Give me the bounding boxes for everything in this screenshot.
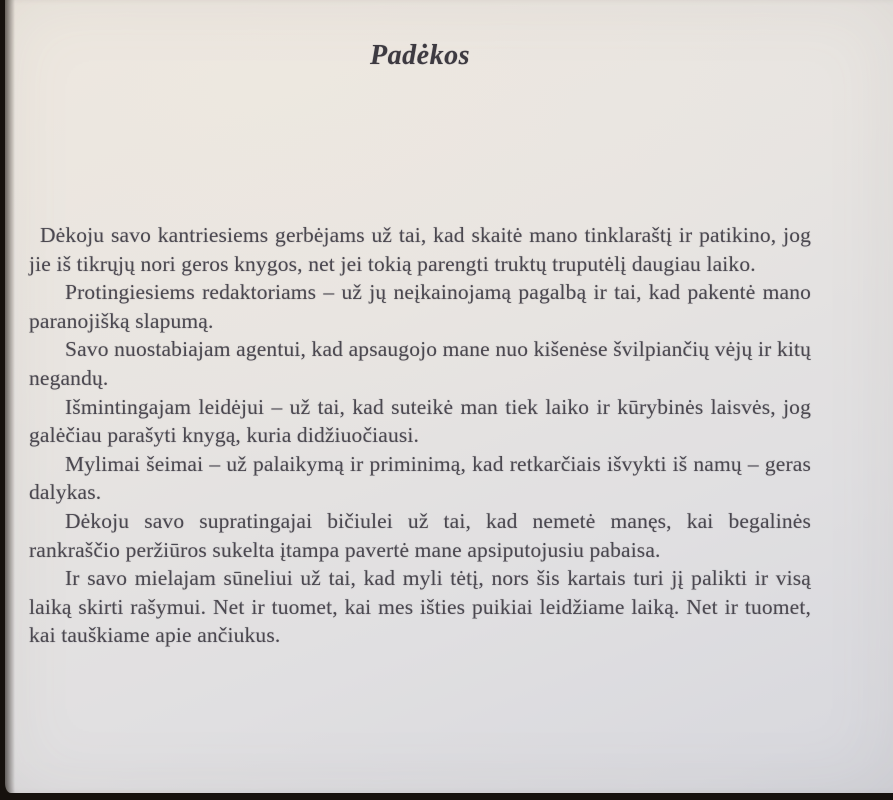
acknowledgments-text [29, 221, 811, 650]
paragraph: Protingiesiems redaktoriams – už jų neįkainojamą pagalbą ir tai, kad pakentė mano paranojišką slapumą. [29, 280, 811, 333]
book-page [5, 0, 893, 793]
page-left-shadow [5, 0, 15, 793]
page-title: Padėkos [370, 40, 470, 71]
paragraph: Dėkoju savo supratingajai bičiulei už tai, kad nemetė manęs, kai begalinės rankraščio peržiūros sukelta įtampa pavertė mane apsiputojusiu pabaisa. [29, 508, 811, 562]
paragraph: Mylimai šeimai – už palaikymą ir priminimą, kad retkarčiais išvykti iš namų – geras dalykas. [29, 451, 811, 505]
paragraph: Ir savo mielajam sūneliui už tai, kad myli tėtį, nors šis kartais turi jį palikti ir visą laiką skirti rašymui. Net ir tuomet, kai mes išties puikiai leidžiame laiką. Net ir tuomet, kai tauškiame apie ančiukus. [29, 566, 811, 648]
paragraph: Dėkoju savo kantriesiems gerbėjams už tai, kad skaitė mano tinklaraštį ir patikino, jog jie iš tikrųjų nori geros knygos, net jei tokią parengti truktų truputėlį daugiau laiko. [29, 223, 811, 276]
paragraph: Išmintingajam leidėjui – už tai, kad suteikė man tiek laiko ir kūrybinės laisvės, jog galėčiau parašyti knygą, kuria didžiuočiausi. [29, 394, 811, 448]
page-content [29, 0, 811, 650]
paragraph: Savo nuostabiajam agentui, kad apsaugojo mane nuo kišenėse švilpiančių vėjų ir kitų negandų. [29, 337, 811, 390]
